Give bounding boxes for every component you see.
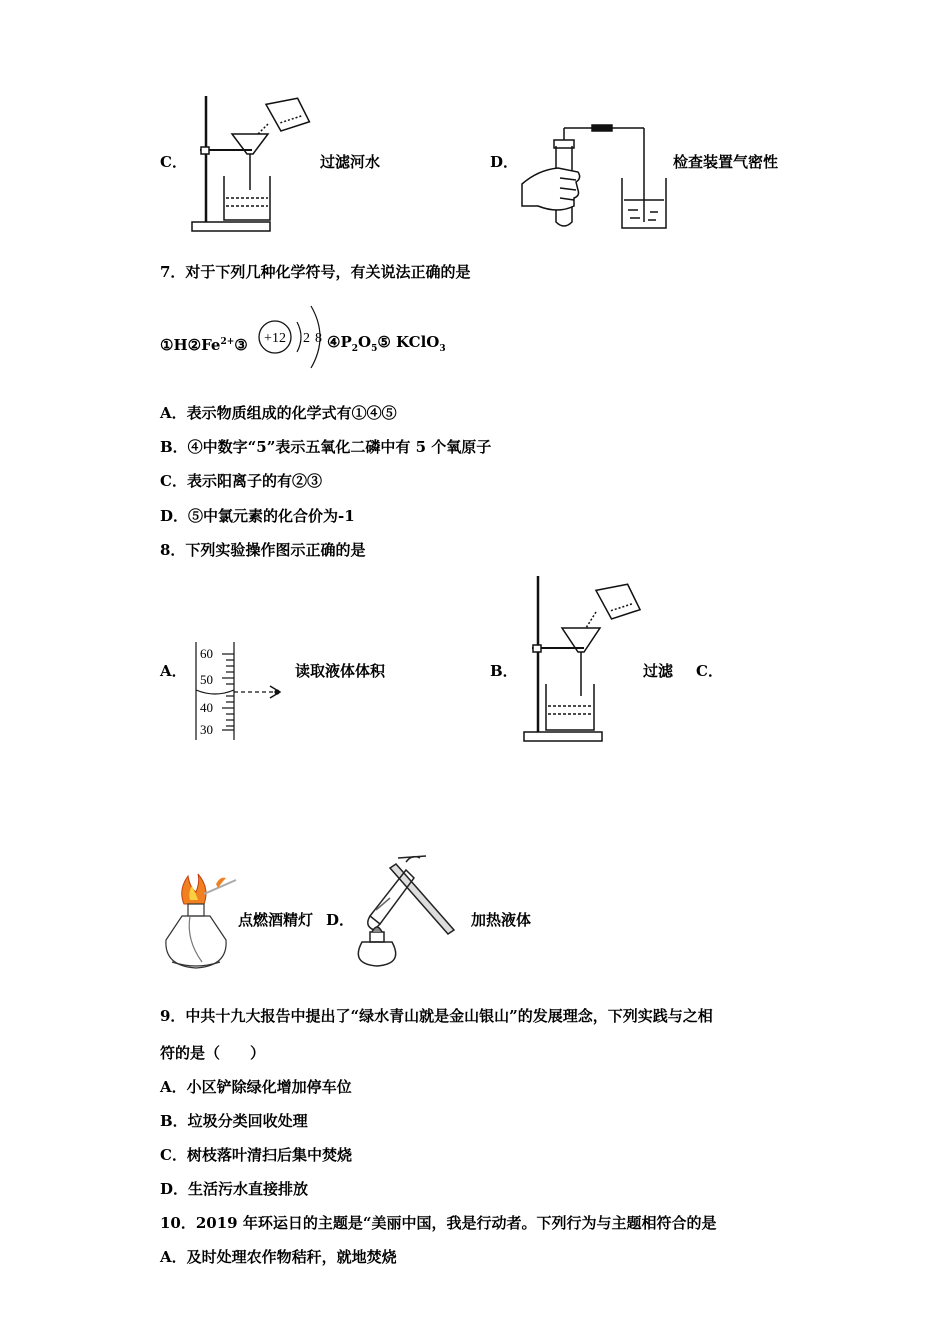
q9-stem-line-2: 符的是（ ） <box>160 1044 266 1062</box>
q8-stem: 8．下列实验操作图示正确的是 <box>160 541 366 559</box>
q8-option-d-letter: D． <box>326 911 355 929</box>
q6-option-c-caption: 过滤河水 <box>320 153 381 171</box>
filter-apparatus-figure-2 <box>520 572 645 744</box>
q8-option-c-letter: C． <box>696 662 723 680</box>
q7-stem: 7．对于下列几种化学符号，有关说法正确的是 <box>160 263 471 281</box>
q10-option-a: A．及时处理农作物秸秆，就地焚烧 <box>160 1248 397 1266</box>
q7-symbol-2: $②Fe^{2+}$ <box>187 336 235 354</box>
q8-option-d-caption: 加热液体 <box>471 911 532 929</box>
ion-shell-1-label: 2 <box>303 331 310 346</box>
q6-option-c-letter: C． <box>160 153 187 171</box>
q8-option-b-caption: 过滤 <box>643 662 674 680</box>
q9-option-a: A．小区铲除绿化增加停车位 <box>160 1078 352 1096</box>
cylinder-tick-30: 30 <box>200 722 213 737</box>
q9-option-c: C．树枝落叶清扫后集中焚烧 <box>160 1146 352 1164</box>
q9-option-b: B．垃圾分类回收处理 <box>160 1112 308 1130</box>
airtightness-check-figure <box>518 122 673 232</box>
q8-option-c-caption: 点燃酒精灯 <box>238 911 314 929</box>
q10-stem: 10．2019 年环运日的主题是“美丽中国，我是行动者。下列行为与主题相符合的是 <box>160 1214 717 1232</box>
q7-symbol-1: ①H <box>160 336 188 354</box>
q7-symbols-row <box>160 332 248 355</box>
q7-symbols-row-2 <box>327 332 446 359</box>
q9-stem-line-1: 9．中共十九大报告中提出了“绿水青山就是金山银山”的发展理念，下列实践与之相 <box>160 1007 713 1025</box>
cylinder-tick-60: 60 <box>200 646 213 661</box>
cylinder-tick-50: 50 <box>200 672 213 687</box>
cylinder-tick-40: 40 <box>200 700 213 715</box>
q7-option-d: D．⑤中氯元素的化合价为-1 <box>160 507 355 525</box>
filter-apparatus-figure-1 <box>190 88 320 234</box>
graduated-cylinder-reading-figure <box>190 640 290 744</box>
q6-option-d-caption: 检查装置气密性 <box>673 153 779 171</box>
q8-option-b-letter: B． <box>490 662 518 680</box>
q9-option-d: D．生活污水直接排放 <box>160 1180 309 1198</box>
ion-structure-diagram <box>255 292 335 380</box>
q7-option-b: B．④中数字“5”表示五氧化二磷中有 5 个氧原子 <box>160 438 492 456</box>
q7-symbol-3: ③ <box>234 336 248 354</box>
heating-liquid-figure <box>350 852 465 972</box>
q8-option-a-letter: A． <box>160 662 187 680</box>
q7-symbol-5: ⑤ KClO$_3$ <box>377 333 446 354</box>
ion-shell-2-label: 8 <box>315 331 322 346</box>
q7-option-c: C．表示阳离子的有②③ <box>160 472 322 490</box>
q7-symbol-4: $④P_2O_5$ <box>327 333 378 354</box>
q8-option-a-caption: 读取液体体积 <box>295 662 386 680</box>
q6-option-d-letter: D． <box>490 153 519 171</box>
q7-option-a: A．表示物质组成的化学式有①④⑤ <box>160 404 397 422</box>
ion-nucleus-label: +12 <box>264 331 286 346</box>
alcohol-lamp-lighting-figure <box>156 870 238 976</box>
